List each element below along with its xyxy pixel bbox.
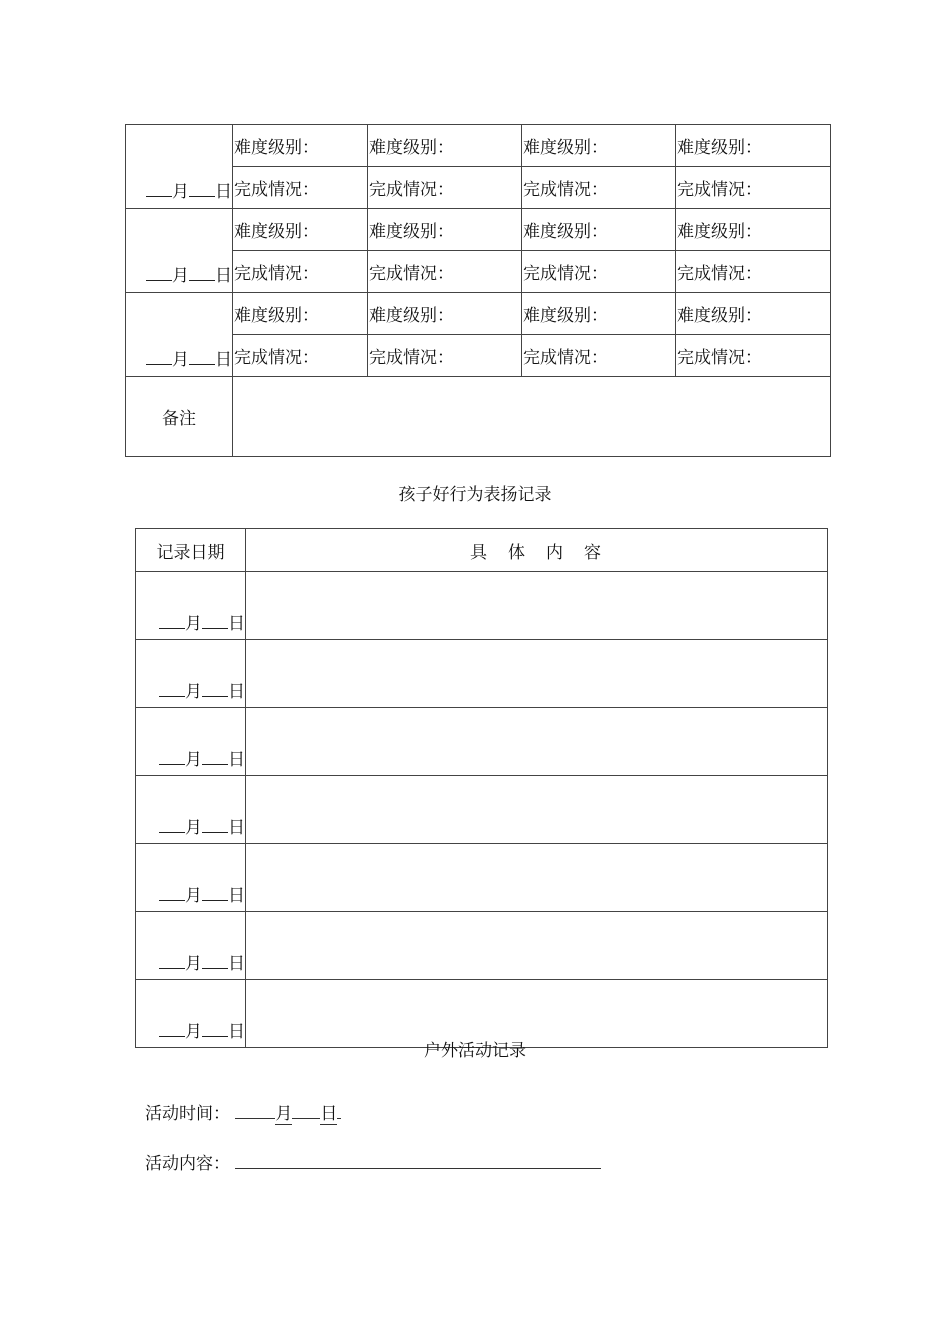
- date-cell: 月 日: [126, 293, 233, 377]
- completion-cell: 完成情况：: [233, 335, 368, 377]
- date-cell: 月 日: [126, 125, 233, 209]
- header-date: 记录日期: [136, 529, 246, 572]
- praise-row-date: 月 日: [136, 844, 246, 912]
- outdoor-section-title: 户外活动记录: [424, 1041, 526, 1061]
- completion-cell: 完成情况：: [676, 251, 831, 293]
- difficulty-cell: 难度级别：: [522, 293, 676, 335]
- praise-record-table: [135, 528, 828, 1048]
- praise-row-date: 月 日: [136, 640, 246, 708]
- praise-row-content[interactable]: [246, 844, 828, 912]
- completion-cell: 完成情况：: [368, 167, 522, 209]
- header-content: 具 体 内 容: [246, 529, 828, 572]
- activity-content-blank[interactable]: [235, 1150, 601, 1169]
- praise-row-content[interactable]: [246, 640, 828, 708]
- difficulty-cell: 难度级别：: [368, 293, 522, 335]
- date-cell: 月 日: [126, 209, 233, 293]
- difficulty-cell: 难度级别：: [233, 293, 368, 335]
- activity-content-field: [145, 1149, 601, 1174]
- praise-row-content[interactable]: [246, 708, 828, 776]
- praise-row-date: 月 日: [136, 776, 246, 844]
- praise-row-content[interactable]: [246, 776, 828, 844]
- praise-row-date: 月 日: [136, 708, 246, 776]
- completion-cell: 完成情况：: [522, 335, 676, 377]
- completion-cell: 完成情况：: [233, 251, 368, 293]
- praise-row-date: 月 日: [136, 912, 246, 980]
- activity-time-label: 活动时间：: [145, 1104, 230, 1124]
- completion-cell: 完成情况：: [522, 167, 676, 209]
- difficulty-cell: 难度级别：: [368, 209, 522, 251]
- praise-section-title: 孩子好行为表扬记录: [398, 485, 552, 505]
- praise-row-date: 月 日: [136, 980, 246, 1048]
- difficulty-cell: 难度级别：: [368, 125, 522, 167]
- praise-row-content[interactable]: [246, 572, 828, 640]
- completion-cell: 完成情况：: [676, 167, 831, 209]
- training-record-table: [125, 124, 831, 457]
- difficulty-cell: 难度级别：: [233, 125, 368, 167]
- activity-day-blank[interactable]: [292, 1118, 320, 1119]
- praise-row-date: 月 日: [136, 572, 246, 640]
- activity-content-label: 活动内容：: [145, 1154, 230, 1174]
- completion-cell: 完成情况：: [368, 335, 522, 377]
- completion-cell: 完成情况：: [368, 251, 522, 293]
- difficulty-cell: 难度级别：: [522, 125, 676, 167]
- difficulty-cell: 难度级别：: [676, 293, 831, 335]
- remark-label: 备注: [126, 377, 233, 457]
- difficulty-cell: 难度级别：: [522, 209, 676, 251]
- completion-cell: 完成情况：: [522, 251, 676, 293]
- difficulty-cell: 难度级别：: [676, 125, 831, 167]
- remark-field[interactable]: [233, 377, 831, 457]
- difficulty-cell: 难度级别：: [233, 209, 368, 251]
- completion-cell: 完成情况：: [233, 167, 368, 209]
- activity-month-blank[interactable]: [235, 1118, 275, 1119]
- praise-row-content[interactable]: [246, 912, 828, 980]
- activity-time-field: 活动时间： 月 日: [145, 1099, 341, 1124]
- difficulty-cell: 难度级别：: [676, 209, 831, 251]
- completion-cell: 完成情况：: [676, 335, 831, 377]
